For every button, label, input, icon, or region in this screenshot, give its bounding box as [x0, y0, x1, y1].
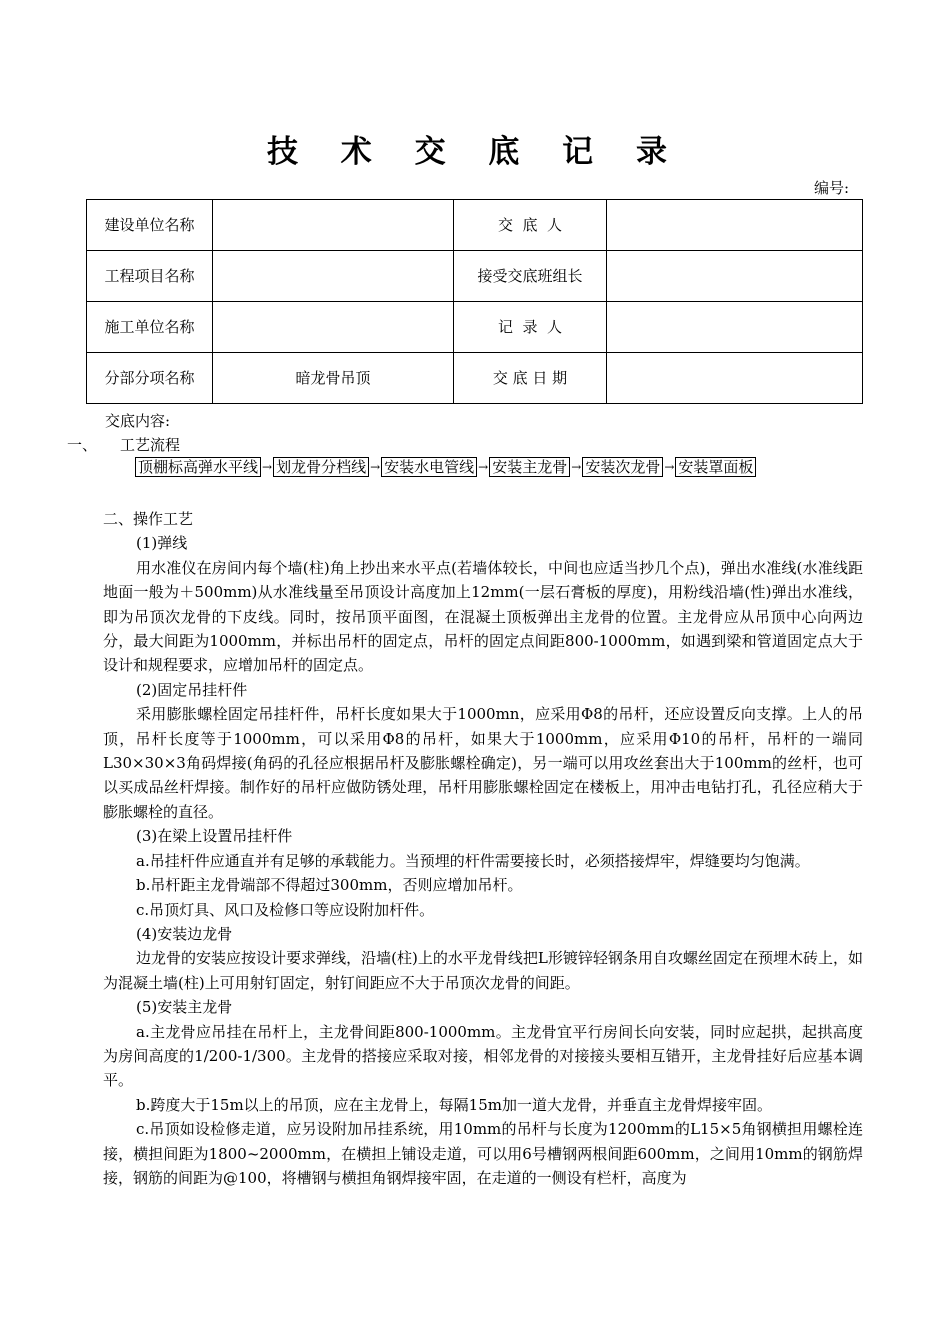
flow-step: 安装水电管线 [381, 457, 477, 477]
subheading: (5)安装主龙骨 [136, 998, 233, 1017]
row-value [213, 251, 454, 302]
row-label-2: 接受交底班组长 [454, 251, 607, 302]
row-label: 分部分项名称 [87, 353, 213, 404]
flow-step: 划龙骨分档线 [273, 457, 369, 477]
row-value-2 [607, 302, 863, 353]
arrow-right-icon: → [370, 460, 381, 474]
table-row [87, 353, 863, 404]
flow-step: 顶棚标高弹水平线 [135, 457, 261, 477]
row-label-2: 交 底 人 [454, 200, 607, 251]
page-title: 技 术 交 底 记 录 [267, 134, 683, 170]
section-1-number: 一、 [67, 436, 98, 454]
table-row [87, 251, 863, 302]
subheading: (4)安装边龙骨 [136, 924, 233, 943]
arrow-right-icon: → [571, 460, 582, 474]
flow-step: 安装次龙骨 [582, 457, 663, 477]
arrow-right-icon: → [262, 460, 273, 474]
arrow-right-icon: → [478, 460, 489, 474]
row-value-2 [607, 251, 863, 302]
info-table [86, 199, 863, 404]
row-value-2 [607, 353, 863, 404]
row-label: 施工单位名称 [87, 302, 213, 353]
paragraph: 采用膨胀螺栓固定吊挂杆件，吊杆长度如果大于1000mn，应采用Φ8的吊杆，还应设置反向支撑。上人的吊顶，吊杆长度等于1000mm，可以采用Φ8的吊杆，如果大于1000mm，应采用Φ10的吊杆，吊杆的一端同L30×30×3角码焊接(角码的孔径应根据吊杆及膨胀螺栓确定)，另一端可以用攻丝套出大于100mm的丝杆，也可以买成品丝杆焊接。制作好的吊杆应做防锈处理，吊杆用膨胀螺栓固定在楼板上，用冲击电钻打孔，孔径应稍大于膨胀螺栓的直径。 [103, 705, 863, 821]
section-1-title: 工艺流程 [120, 436, 181, 454]
row-label-2: 记 录 人 [454, 302, 607, 353]
section-2-title: 二、操作工艺 [103, 510, 194, 528]
paragraph: b.跨度大于15m以上的吊顶，应在主龙骨上，每隔15m加一道大龙骨，并垂直主龙骨焊接牢固。 [136, 1095, 772, 1114]
paragraph: c.吊顶灯具、风口及检修口等应设附加杆件。 [136, 900, 435, 919]
table-row [87, 302, 863, 353]
paragraph: b.吊杆距主龙骨端部不得超过300mm，否则应增加吊杆。 [136, 876, 523, 895]
row-value: 暗龙骨吊顶 [213, 353, 454, 404]
row-label: 建设单位名称 [87, 200, 213, 251]
paragraph: a.主龙骨应吊挂在吊杆上，主龙骨间距800-1000mm。主龙骨宜平行房间长向安装，同时应起拱，起拱高度为房间高度的1/200-1/300。主龙骨的搭接应采取对接，相邻龙骨的对接接头要相互错开，主龙骨挂好后应基本调平。 [103, 1022, 863, 1090]
doc-number-label: 编号: [814, 179, 850, 197]
flow-step: 安装主龙骨 [489, 457, 570, 477]
process-flow [135, 457, 756, 477]
arrow-right-icon: → [664, 460, 675, 474]
row-label: 工程项目名称 [87, 251, 213, 302]
table-row [87, 200, 863, 251]
row-label-2: 交 底 日 期 [454, 353, 607, 404]
subheading: (2)固定吊挂杆件 [136, 680, 248, 699]
flow-step: 安装罩面板 [675, 457, 756, 477]
section-2 [103, 507, 863, 1190]
row-value [213, 302, 454, 353]
row-value [213, 200, 454, 251]
paragraph: 边龙骨的安装应按设计要求弹线，沿墙(柱)上的水平龙骨线把L形镀锌轻钢条用自攻螺丝固定在预埋木砖上，如为混凝土墙(柱)上可用射钉固定，射钉间距应不大于吊顶次龙骨的间距。 [103, 949, 863, 992]
subheading: (3)在梁上设置吊挂杆件 [136, 827, 293, 846]
paragraph: c.吊顶如设检修走道，应另设附加吊挂系统，用10mm的吊杆与长度为1200mm的L15×5角钢横担用螺栓连接，横担间距为1800~2000mm，在横担上铺设走道，可以用6号槽钢两根间距600mm，之间用10mm的钢筋焊接，钢筋的间距为@100，将槽钢与横担角钢焊接牢固，在走道的一侧设有栏杆，高度为 [103, 1120, 863, 1187]
subheading: (1)弹线 [136, 534, 188, 553]
paragraph: a.吊挂杆件应通直并有足够的承载能力。当预埋的杆件需要接长时，必须搭接焊牢，焊缝要均匀饱满。 [136, 851, 810, 870]
content-label: 交底内容: [105, 412, 171, 430]
row-value-2 [607, 200, 863, 251]
paragraph: 用水准仪在房间内每个墙(柱)角上抄出来水平点(若墙体较长，中间也应适当抄几个点)，弹出水准线(水准线距地面一般为＋500mm)从水准线量至吊顶设计高度加上12mm(一层石膏板的厚度)，用粉线沿墙(性)弹出水准线，即为吊顶次龙骨的下皮线。同时，按吊顶平面图，在混凝土顶板弹出主龙骨的位置。主龙骨应从吊顶中心向两边分，最大间距为1000mm，并标出吊杆的固定点，吊杆的固定点间距800-1000mm，如遇到梁和管道固定点大于设计和规程要求，应增加吊杆的固定点。 [103, 558, 863, 675]
